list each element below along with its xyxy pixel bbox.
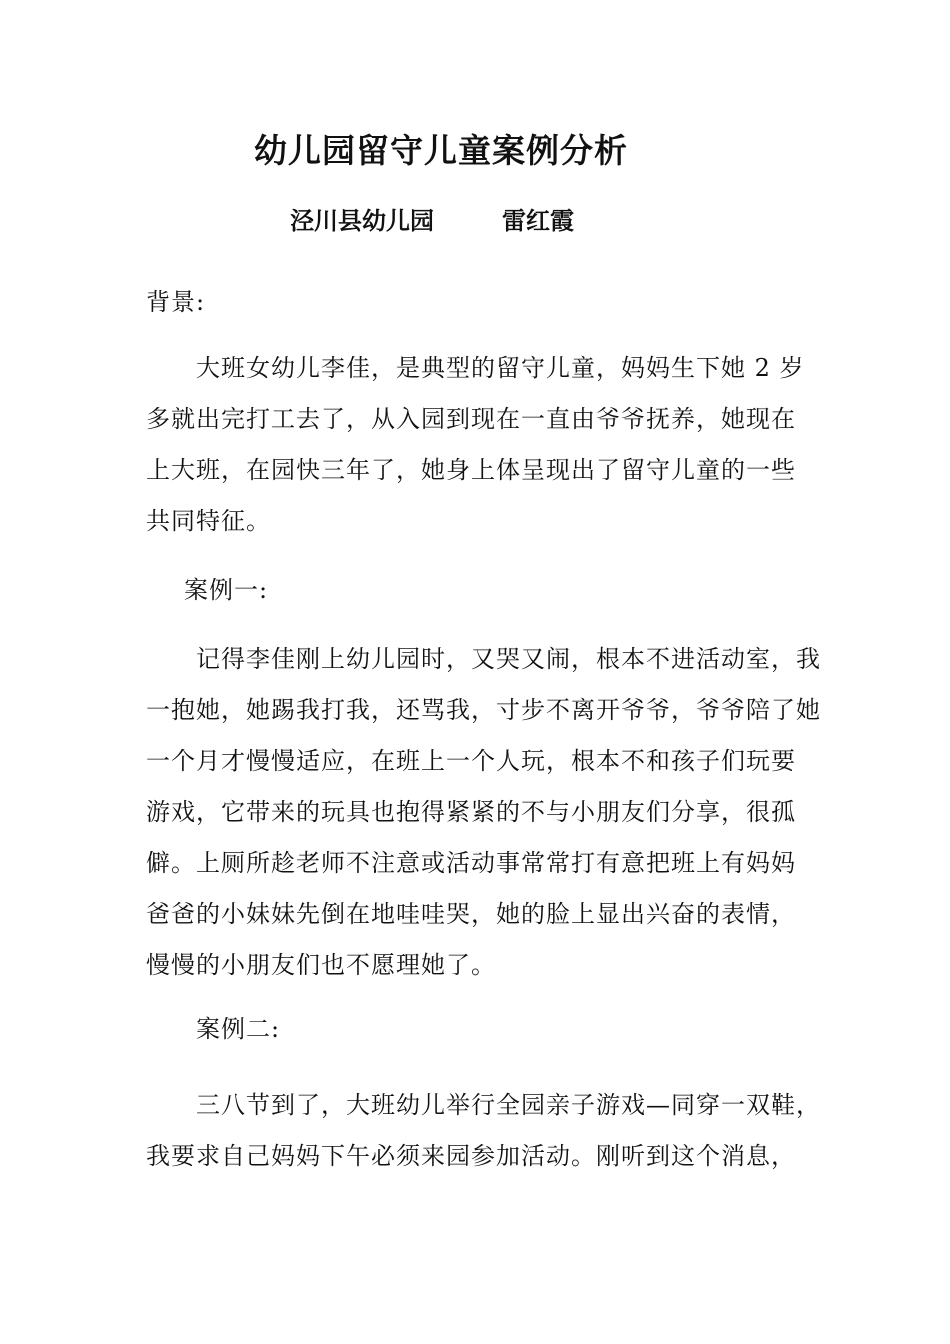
paragraph-line: 僻。上厕所趁老师不注意或活动事常常打有意把班上有妈妈 <box>146 849 796 877</box>
paragraph-line: 记得李佳刚上幼儿园时，又哭又闹，根本不进活动室，我 <box>196 645 821 673</box>
paragraph-line: 爸爸的小妹妹先倒在地哇哇哭，她的脸上显出兴奋的表情， <box>146 900 796 928</box>
background-paragraph <box>146 343 818 547</box>
case1-paragraph <box>146 634 821 991</box>
section-heading: 案例一: <box>184 576 269 604</box>
section-heading: 案例二: <box>196 1015 281 1043</box>
case2-heading-block <box>146 1004 818 1055</box>
paragraph-line: 一个月才慢慢适应，在班上一个人玩，根本不和孩子们玩要 <box>146 747 796 775</box>
paragraph-line: 我要求自己妈妈下午必须来园参加活动。刚听到这个消息， <box>146 1142 796 1170</box>
paragraph-line: 大班女幼儿李佳，是典型的留守儿童，妈妈生下她 2 岁 <box>196 354 805 382</box>
paragraph-line: 多就出完打工去了，从入园到现在一直由爷爷抚养，她现在 <box>146 405 796 433</box>
case1-heading-block <box>146 565 818 616</box>
document-title: 幼儿园留守儿童案例分析 <box>254 131 628 170</box>
paragraph-line: 共同特征。 <box>146 507 271 535</box>
author-line <box>0 203 864 239</box>
paragraph-line: 一抱她，她踢我打我，还骂我，寸步不离开爷爷，爷爷陪了她 <box>146 696 821 724</box>
author-name: 雷红霞 <box>502 206 574 235</box>
paragraph-line: 游戏，它带来的玩具也抱得紧紧的不与小朋友们分享，很孤 <box>146 798 796 826</box>
author-school: 泾川县幼儿园 <box>290 206 434 235</box>
background-heading <box>146 277 818 328</box>
paragraph-line: 慢慢的小朋友们也不愿理她了。 <box>146 951 496 979</box>
paragraph-line: 上大班，在园快三年了，她身上体呈现出了留守儿童的一些 <box>146 456 796 484</box>
paragraph-line: 三八节到了，大班幼儿举行全园亲子游戏—同穿一双鞋， <box>196 1091 821 1119</box>
section-heading: 背景: <box>146 288 206 316</box>
case2-paragraph <box>146 1080 821 1182</box>
